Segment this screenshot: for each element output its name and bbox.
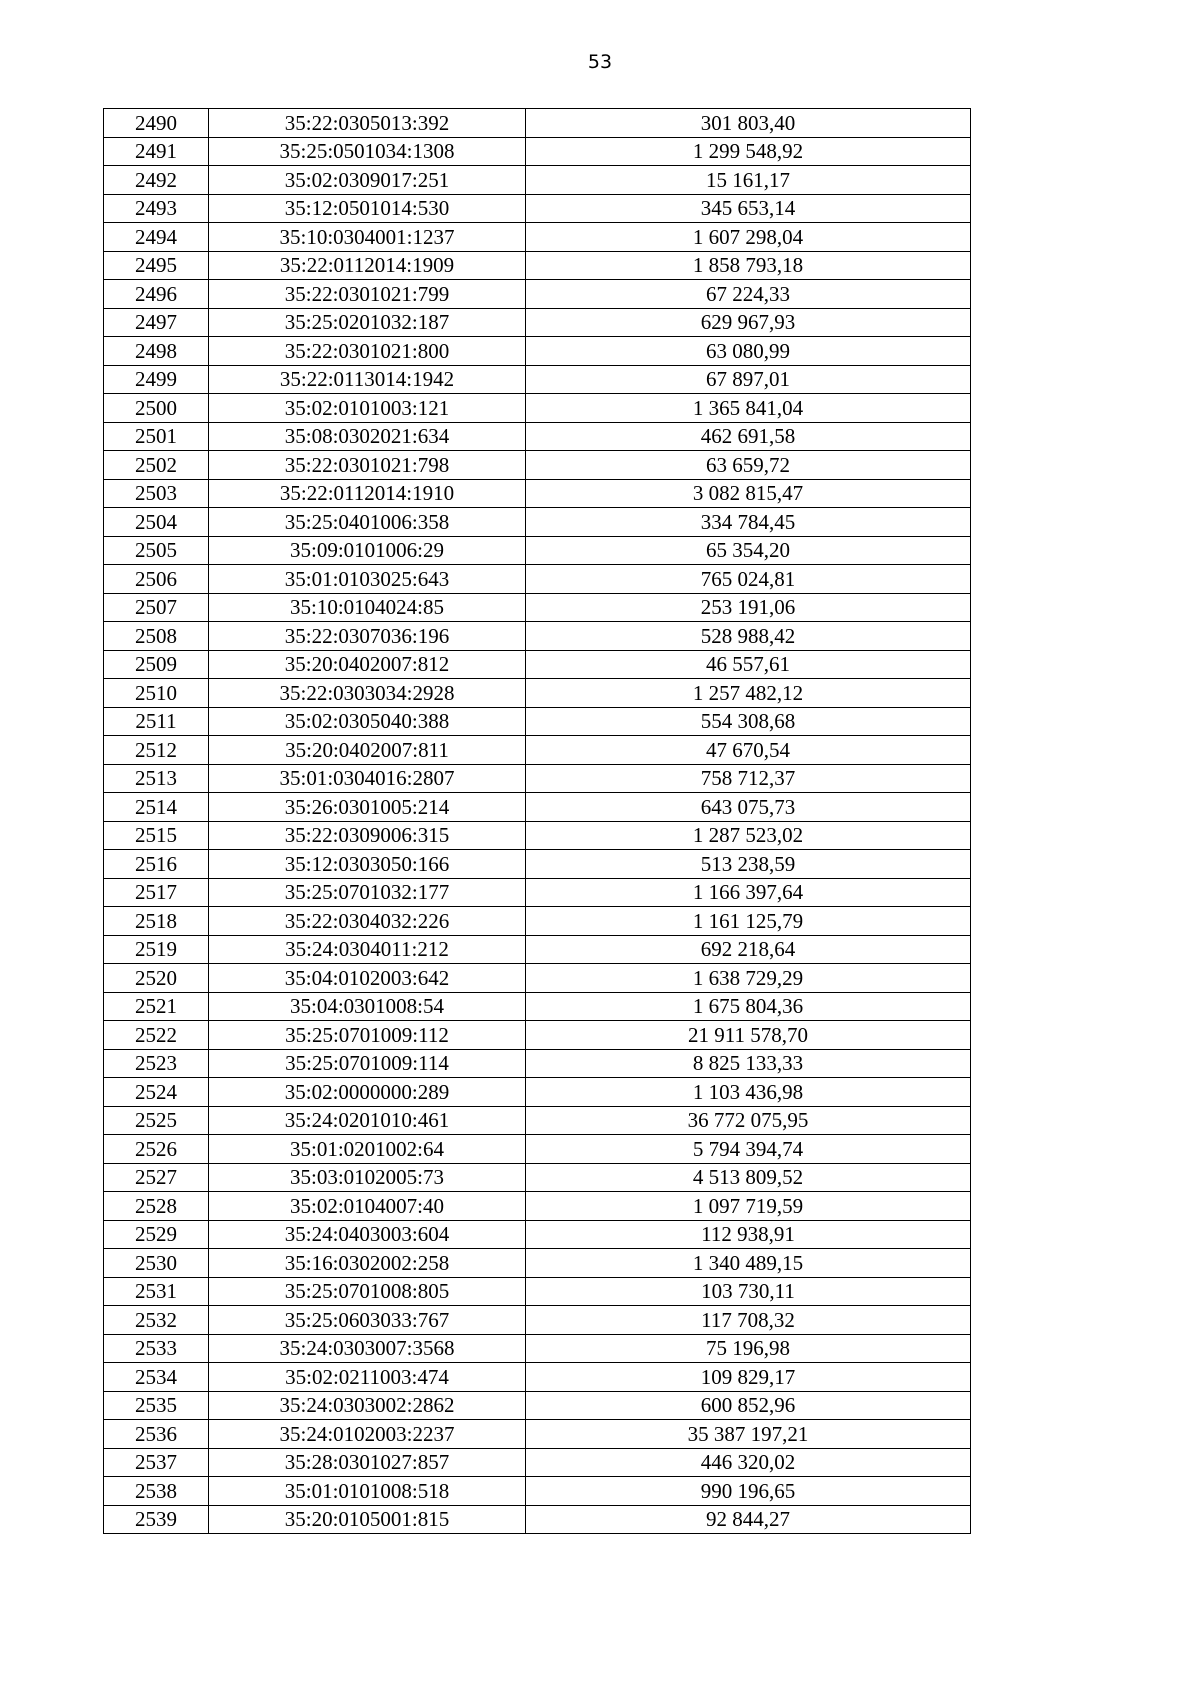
cadastral-number-cell: 35:01:0103025:643 — [209, 565, 526, 594]
table-row — [104, 365, 971, 394]
cadastral-number-cell: 35:25:0701009:114 — [209, 1049, 526, 1078]
row-number-cell: 2526 — [104, 1135, 209, 1164]
table-row — [104, 1192, 971, 1221]
table-row — [104, 1220, 971, 1249]
row-number-cell: 2501 — [104, 422, 209, 451]
table-row — [104, 793, 971, 822]
cadastral-number-cell: 35:02:0000000:289 — [209, 1078, 526, 1107]
row-number-cell: 2536 — [104, 1420, 209, 1449]
cadastral-value-cell: 1 858 793,18 — [526, 251, 971, 280]
row-number-cell: 2506 — [104, 565, 209, 594]
table-row — [104, 992, 971, 1021]
table-row — [104, 536, 971, 565]
row-number-cell: 2530 — [104, 1249, 209, 1278]
cadastral-number-cell: 35:04:0102003:642 — [209, 964, 526, 993]
cadastral-number-cell: 35:04:0301008:54 — [209, 992, 526, 1021]
row-number-cell: 2525 — [104, 1106, 209, 1135]
cadastral-number-cell: 35:24:0303007:3568 — [209, 1334, 526, 1363]
cadastral-number-cell: 35:22:0113014:1942 — [209, 365, 526, 394]
cadastral-number-cell: 35:02:0309017:251 — [209, 166, 526, 195]
table-row — [104, 821, 971, 850]
cadastral-value-cell: 67 897,01 — [526, 365, 971, 394]
cadastral-number-cell: 35:10:0304001:1237 — [209, 223, 526, 252]
table-row — [104, 251, 971, 280]
row-number-cell: 2519 — [104, 935, 209, 964]
cadastral-value-cell: 46 557,61 — [526, 650, 971, 679]
cadastral-value-cell: 1 340 489,15 — [526, 1249, 971, 1278]
table-row — [104, 1334, 971, 1363]
table-row — [104, 109, 971, 138]
cadastral-number-cell: 35:22:0301021:799 — [209, 280, 526, 309]
cadastral-number-cell: 35:22:0301021:798 — [209, 451, 526, 480]
row-number-cell: 2514 — [104, 793, 209, 822]
table-row — [104, 1021, 971, 1050]
cadastral-number-cell: 35:25:0501034:1308 — [209, 137, 526, 166]
cadastral-value-cell: 21 911 578,70 — [526, 1021, 971, 1050]
table-row — [104, 451, 971, 480]
table-row — [104, 166, 971, 195]
table-row — [104, 736, 971, 765]
cadastral-number-cell: 35:25:0701032:177 — [209, 878, 526, 907]
cadastral-value-cell: 15 161,17 — [526, 166, 971, 195]
cadastral-value-cell: 1 097 719,59 — [526, 1192, 971, 1221]
row-number-cell: 2512 — [104, 736, 209, 765]
cadastral-value-cell: 63 659,72 — [526, 451, 971, 480]
table-row — [104, 223, 971, 252]
cadastral-value-cell: 554 308,68 — [526, 707, 971, 736]
cadastral-value-cell: 1 103 436,98 — [526, 1078, 971, 1107]
row-number-cell: 2492 — [104, 166, 209, 195]
row-number-cell: 2518 — [104, 907, 209, 936]
cadastral-number-cell: 35:20:0402007:812 — [209, 650, 526, 679]
cadastral-value-cell: 600 852,96 — [526, 1391, 971, 1420]
table-row — [104, 964, 971, 993]
row-number-cell: 2535 — [104, 1391, 209, 1420]
cadastral-number-cell: 35:02:0211003:474 — [209, 1363, 526, 1392]
cadastral-number-cell: 35:02:0101003:121 — [209, 394, 526, 423]
cadastral-number-cell: 35:25:0701009:112 — [209, 1021, 526, 1050]
cadastral-value-cell: 109 829,17 — [526, 1363, 971, 1392]
cadastral-number-cell: 35:01:0101008:518 — [209, 1477, 526, 1506]
cadastral-value-cell: 103 730,11 — [526, 1277, 971, 1306]
table-row — [104, 650, 971, 679]
cadastral-value-cell: 8 825 133,33 — [526, 1049, 971, 1078]
row-number-cell: 2527 — [104, 1163, 209, 1192]
row-number-cell: 2517 — [104, 878, 209, 907]
row-number-cell: 2490 — [104, 109, 209, 138]
cadastral-number-cell: 35:03:0102005:73 — [209, 1163, 526, 1192]
cadastral-value-cell: 1 638 729,29 — [526, 964, 971, 993]
cadastral-number-cell: 35:25:0701008:805 — [209, 1277, 526, 1306]
cadastral-value-cell: 1 299 548,92 — [526, 137, 971, 166]
cadastral-number-cell: 35:22:0301021:800 — [209, 337, 526, 366]
cadastral-value-cell: 1 257 482,12 — [526, 679, 971, 708]
cadastral-value-cell: 4 513 809,52 — [526, 1163, 971, 1192]
cadastral-number-cell: 35:24:0201010:461 — [209, 1106, 526, 1135]
cadastral-value-table — [103, 108, 971, 1534]
cadastral-value-cell: 67 224,33 — [526, 280, 971, 309]
cadastral-value-cell: 513 238,59 — [526, 850, 971, 879]
table-row — [104, 1505, 971, 1534]
table-row — [104, 907, 971, 936]
cadastral-number-cell: 35:20:0105001:815 — [209, 1505, 526, 1534]
cadastral-value-cell: 765 024,81 — [526, 565, 971, 594]
cadastral-value-cell: 301 803,40 — [526, 109, 971, 138]
cadastral-number-cell: 35:01:0201002:64 — [209, 1135, 526, 1164]
table-row — [104, 593, 971, 622]
cadastral-number-cell: 35:12:0501014:530 — [209, 194, 526, 223]
cadastral-value-cell: 462 691,58 — [526, 422, 971, 451]
cadastral-number-cell: 35:01:0304016:2807 — [209, 764, 526, 793]
row-number-cell: 2534 — [104, 1363, 209, 1392]
cadastral-value-cell: 692 218,64 — [526, 935, 971, 964]
cadastral-value-cell: 1 675 804,36 — [526, 992, 971, 1021]
cadastral-number-cell: 35:25:0201032:187 — [209, 308, 526, 337]
page-number: 53 — [587, 51, 613, 73]
cadastral-number-cell: 35:22:0309006:315 — [209, 821, 526, 850]
cadastral-value-cell: 1 607 298,04 — [526, 223, 971, 252]
table-row — [104, 1106, 971, 1135]
table-body — [104, 109, 971, 1534]
table-row — [104, 707, 971, 736]
cadastral-number-cell: 35:22:0303034:2928 — [209, 679, 526, 708]
cadastral-value-cell: 75 196,98 — [526, 1334, 971, 1363]
table-row — [104, 1249, 971, 1278]
cadastral-number-cell: 35:25:0401006:358 — [209, 508, 526, 537]
table-row — [104, 280, 971, 309]
cadastral-number-cell: 35:02:0104007:40 — [209, 1192, 526, 1221]
cadastral-value-cell: 990 196,65 — [526, 1477, 971, 1506]
cadastral-number-cell: 35:28:0301027:857 — [209, 1448, 526, 1477]
row-number-cell: 2496 — [104, 280, 209, 309]
cadastral-value-cell: 65 354,20 — [526, 536, 971, 565]
row-number-cell: 2491 — [104, 137, 209, 166]
row-number-cell: 2503 — [104, 479, 209, 508]
row-number-cell: 2511 — [104, 707, 209, 736]
cadastral-value-cell: 345 653,14 — [526, 194, 971, 223]
table-row — [104, 1306, 971, 1335]
cadastral-number-cell: 35:25:0603033:767 — [209, 1306, 526, 1335]
table-row — [104, 337, 971, 366]
table-row — [104, 1049, 971, 1078]
cadastral-number-cell: 35:22:0112014:1910 — [209, 479, 526, 508]
row-number-cell: 2537 — [104, 1448, 209, 1477]
cadastral-number-cell: 35:16:0302002:258 — [209, 1249, 526, 1278]
cadastral-value-cell: 112 938,91 — [526, 1220, 971, 1249]
row-number-cell: 2513 — [104, 764, 209, 793]
cadastral-value-cell: 1 365 841,04 — [526, 394, 971, 423]
row-number-cell: 2515 — [104, 821, 209, 850]
row-number-cell: 2520 — [104, 964, 209, 993]
cadastral-number-cell: 35:24:0102003:2237 — [209, 1420, 526, 1449]
row-number-cell: 2524 — [104, 1078, 209, 1107]
cadastral-number-cell: 35:24:0303002:2862 — [209, 1391, 526, 1420]
row-number-cell: 2529 — [104, 1220, 209, 1249]
cadastral-value-cell: 629 967,93 — [526, 308, 971, 337]
row-number-cell: 2523 — [104, 1049, 209, 1078]
row-number-cell: 2505 — [104, 536, 209, 565]
table-row — [104, 1477, 971, 1506]
row-number-cell: 2516 — [104, 850, 209, 879]
table-row — [104, 565, 971, 594]
cadastral-value-cell: 47 670,54 — [526, 736, 971, 765]
cadastral-number-cell: 35:20:0402007:811 — [209, 736, 526, 765]
cadastral-value-cell: 36 772 075,95 — [526, 1106, 971, 1135]
row-number-cell: 2504 — [104, 508, 209, 537]
cadastral-number-cell: 35:24:0304011:212 — [209, 935, 526, 964]
cadastral-value-cell: 92 844,27 — [526, 1505, 971, 1534]
table-row — [104, 422, 971, 451]
cadastral-value-cell: 253 191,06 — [526, 593, 971, 622]
row-number-cell: 2498 — [104, 337, 209, 366]
table-row — [104, 394, 971, 423]
table-row — [104, 622, 971, 651]
cadastral-value-cell: 1 287 523,02 — [526, 821, 971, 850]
cadastral-number-cell: 35:02:0305040:388 — [209, 707, 526, 736]
table-row — [104, 1163, 971, 1192]
cadastral-value-cell: 334 784,45 — [526, 508, 971, 537]
cadastral-value-cell: 1 161 125,79 — [526, 907, 971, 936]
table-row — [104, 308, 971, 337]
table-row — [104, 878, 971, 907]
cadastral-number-cell: 35:10:0104024:85 — [209, 593, 526, 622]
cadastral-value-cell: 117 708,32 — [526, 1306, 971, 1335]
cadastral-number-cell: 35:12:0303050:166 — [209, 850, 526, 879]
cadastral-number-cell: 35:09:0101006:29 — [209, 536, 526, 565]
row-number-cell: 2521 — [104, 992, 209, 1021]
row-number-cell: 2509 — [104, 650, 209, 679]
table-row — [104, 508, 971, 537]
cadastral-number-cell: 35:22:0307036:196 — [209, 622, 526, 651]
cadastral-value-cell: 528 988,42 — [526, 622, 971, 651]
table-row — [104, 1135, 971, 1164]
row-number-cell: 2508 — [104, 622, 209, 651]
cadastral-number-cell: 35:08:0302021:634 — [209, 422, 526, 451]
row-number-cell: 2533 — [104, 1334, 209, 1363]
table-row — [104, 679, 971, 708]
cadastral-value-cell: 63 080,99 — [526, 337, 971, 366]
row-number-cell: 2528 — [104, 1192, 209, 1221]
row-number-cell: 2507 — [104, 593, 209, 622]
table-row — [104, 850, 971, 879]
row-number-cell: 2532 — [104, 1306, 209, 1335]
cadastral-value-cell: 758 712,37 — [526, 764, 971, 793]
table-row — [104, 194, 971, 223]
row-number-cell: 2495 — [104, 251, 209, 280]
row-number-cell: 2494 — [104, 223, 209, 252]
cadastral-number-cell: 35:24:0403003:604 — [209, 1220, 526, 1249]
cadastral-value-cell: 446 320,02 — [526, 1448, 971, 1477]
row-number-cell: 2531 — [104, 1277, 209, 1306]
row-number-cell: 2522 — [104, 1021, 209, 1050]
row-number-cell: 2500 — [104, 394, 209, 423]
table-row — [104, 1391, 971, 1420]
row-number-cell: 2538 — [104, 1477, 209, 1506]
table-row — [104, 1078, 971, 1107]
row-number-cell: 2502 — [104, 451, 209, 480]
cadastral-value-cell: 1 166 397,64 — [526, 878, 971, 907]
table-row — [104, 1363, 971, 1392]
cadastral-number-cell: 35:22:0304032:226 — [209, 907, 526, 936]
cadastral-number-cell: 35:26:0301005:214 — [209, 793, 526, 822]
cadastral-value-cell: 3 082 815,47 — [526, 479, 971, 508]
table-row — [104, 764, 971, 793]
cadastral-value-cell: 35 387 197,21 — [526, 1420, 971, 1449]
cadastral-number-cell: 35:22:0305013:392 — [209, 109, 526, 138]
table-row — [104, 137, 971, 166]
cadastral-value-cell: 5 794 394,74 — [526, 1135, 971, 1164]
row-number-cell: 2493 — [104, 194, 209, 223]
table-row — [104, 1277, 971, 1306]
cadastral-value-cell: 643 075,73 — [526, 793, 971, 822]
row-number-cell: 2499 — [104, 365, 209, 394]
row-number-cell: 2510 — [104, 679, 209, 708]
table-row — [104, 1420, 971, 1449]
table-row — [104, 479, 971, 508]
row-number-cell: 2539 — [104, 1505, 209, 1534]
cadastral-number-cell: 35:22:0112014:1909 — [209, 251, 526, 280]
table-row — [104, 935, 971, 964]
row-number-cell: 2497 — [104, 308, 209, 337]
table-row — [104, 1448, 971, 1477]
